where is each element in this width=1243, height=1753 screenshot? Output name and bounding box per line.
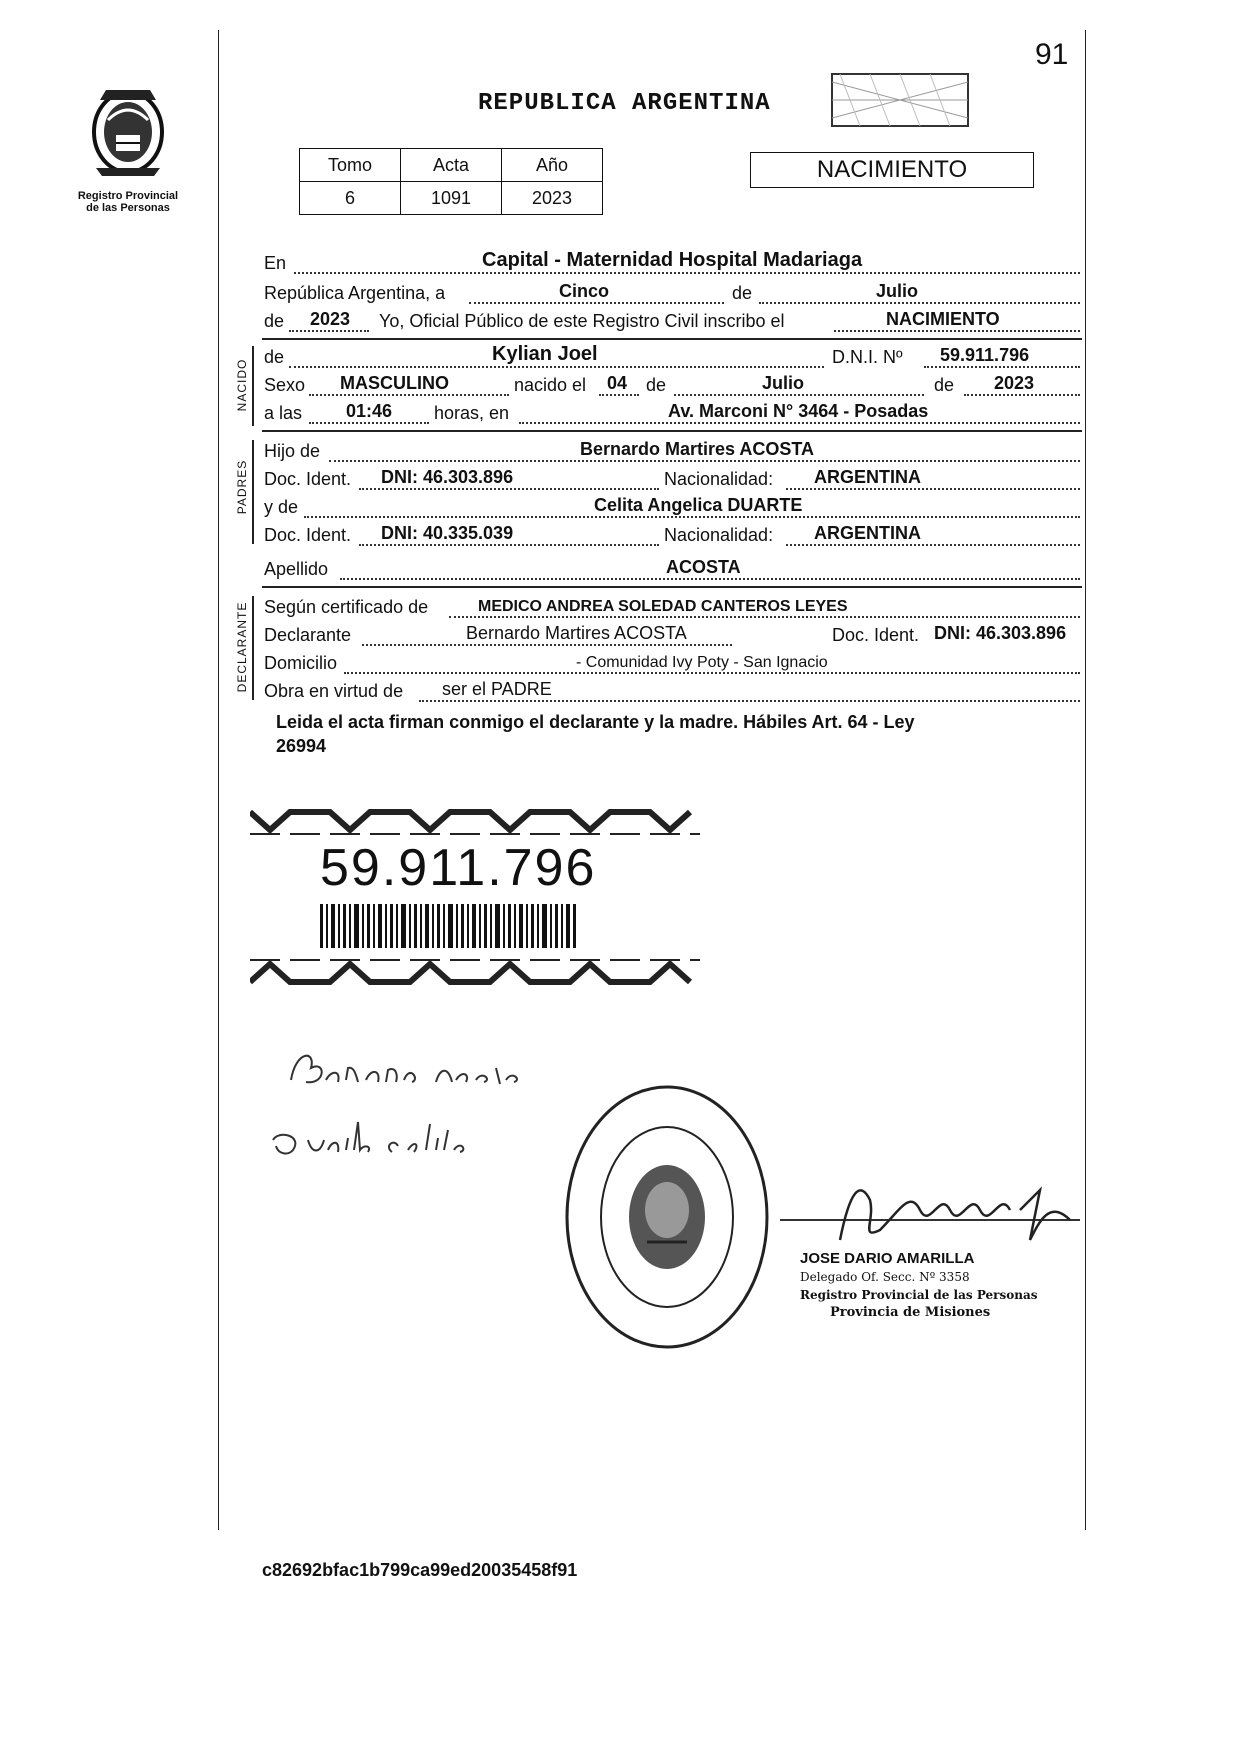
official-stamp — [800, 1250, 1100, 1322]
label-dni: D.N.I. Nº — [832, 347, 903, 367]
document-title: REPUBLICA ARGENTINA — [478, 90, 771, 117]
dotted-fill — [329, 460, 1080, 462]
value-lugar-nac: Av. Marconi N° 3464 - Posadas — [668, 401, 929, 421]
row-apellido — [264, 556, 1080, 582]
value-lugar: Capital - Maternidad Hospital Madariaga — [482, 249, 863, 271]
dotted-fill — [786, 488, 1080, 490]
label-certificado: Según certificado de — [264, 597, 429, 617]
coat-of-arms-icon — [78, 80, 178, 180]
dotted-fill — [289, 330, 369, 332]
legal-text-line-1: Leida el acta firman conmigo el declarante y la madre. Hábiles Art. 64 - Ley — [276, 712, 915, 732]
logo-caption-line-1: Registro Provincial — [77, 190, 179, 202]
row-hijo-de — [264, 438, 1080, 464]
label-sexo: Sexo — [264, 375, 306, 395]
left-margin-line — [218, 30, 219, 1530]
value-dni: 59.911.796 — [940, 345, 1030, 365]
value-tipo: NACIMIENTO — [886, 309, 1000, 329]
dotted-fill — [674, 394, 924, 396]
section-bar-nacido — [252, 346, 254, 426]
value-apellido: ACOSTA — [666, 557, 741, 577]
dni-big-number: 59.911.796 — [320, 839, 597, 897]
barcode-icon — [320, 904, 580, 948]
label-nacido-el: nacido el — [514, 375, 587, 395]
row-en — [264, 250, 1080, 276]
decorative-border-icon — [250, 952, 700, 992]
label-de: de — [646, 375, 667, 395]
row-declarante — [264, 622, 1080, 648]
dotted-fill — [786, 544, 1080, 546]
label-oficial: Yo, Oficial Público de este Registro Civil inscribo el — [379, 311, 785, 331]
value-nac-anio: 2023 — [994, 373, 1035, 393]
value-nac-mes: Julio — [762, 373, 805, 393]
security-stamp — [830, 72, 970, 128]
dotted-fill — [519, 422, 1080, 424]
row-nombre — [264, 344, 1080, 370]
label-de: de — [732, 283, 753, 303]
value-hora: 01:46 — [346, 401, 393, 421]
dotted-fill — [309, 422, 429, 424]
label-de: de — [264, 347, 285, 367]
value-obra: ser el PADRE — [442, 679, 552, 699]
label-doc-ident: Doc. Ident. — [264, 469, 352, 489]
dotted-fill — [759, 302, 1080, 304]
dotted-fill — [359, 544, 659, 546]
label-doc-ident: Doc. Ident. — [264, 525, 352, 545]
value-certificado: MEDICO ANDREA SOLEDAD CANTEROS LEYES — [478, 598, 848, 615]
value-acta: 1091 — [401, 182, 502, 215]
legal-text — [276, 710, 1076, 758]
dotted-fill — [964, 394, 1080, 396]
official-line-3: Provincia de Misiones — [830, 1305, 991, 1320]
row-y-de — [264, 494, 1080, 520]
seal-icon — [562, 1082, 772, 1352]
header-tomo: Tomo — [300, 149, 401, 182]
dotted-fill — [289, 366, 824, 368]
dotted-fill — [344, 672, 1080, 674]
official-line-1: Delegado Of. Secc. Nº 3358 — [800, 1270, 970, 1284]
decorative-border-icon — [250, 800, 700, 840]
section-bar-declarante — [252, 596, 254, 700]
official-line-2: Registro Provincial de las Personas — [800, 1288, 1038, 1302]
value-declarante-doc: DNI: 46.303.896 — [934, 623, 1067, 643]
section-bar-padres — [252, 440, 254, 544]
label-y-de: y de — [264, 497, 299, 517]
dotted-fill — [419, 700, 1080, 702]
dotted-fill — [362, 644, 732, 646]
value-padre: Bernardo Martires ACOSTA — [580, 439, 815, 459]
label-a-las: a las — [264, 403, 303, 423]
value-madre-nac: ARGENTINA — [814, 523, 921, 543]
row-republica — [264, 280, 1080, 306]
label-de: de — [264, 311, 285, 331]
dotted-fill — [449, 616, 1080, 618]
label-hijo-de: Hijo de — [264, 441, 321, 461]
value-madre-doc: DNI: 40.335.039 — [381, 523, 514, 543]
value-dia: Cinco — [559, 281, 610, 301]
row-sexo — [264, 372, 1080, 398]
value-domicilio: - Comunidad Ivy Poty - San Ignacio — [576, 654, 828, 671]
logo-caption — [58, 190, 198, 214]
signature-madre — [268, 1110, 498, 1170]
row-oficial — [264, 308, 1080, 334]
value-padre-doc: DNI: 46.303.896 — [381, 467, 514, 487]
dotted-fill — [599, 394, 639, 396]
dotted-fill — [304, 516, 1080, 518]
label-en: En — [264, 253, 287, 273]
row-padre-doc — [264, 466, 1080, 492]
label-obra: Obra en virtud de — [264, 681, 404, 701]
section-label-declarante: DECLARANTE — [235, 601, 249, 693]
legal-text-line-2: 26994 — [276, 736, 327, 756]
act-type-box: NACIMIENTO — [750, 152, 1034, 188]
label-nacionalidad: Nacionalidad: — [664, 469, 774, 489]
province-logo — [78, 80, 178, 180]
row-domicilio — [264, 650, 1080, 676]
page-number: 91 — [1035, 38, 1069, 71]
dotted-fill — [469, 302, 724, 304]
row-certificado — [264, 594, 1080, 620]
section-label-padres: PADRES — [235, 459, 249, 515]
logo-caption-line-2: de las Personas — [86, 202, 170, 214]
seal-text-inner — [562, 1082, 563, 1083]
value-anio: 2023 — [310, 309, 351, 329]
row-madre-doc — [264, 522, 1080, 548]
value-nac-dia: 04 — [607, 373, 628, 393]
label-apellido: Apellido — [264, 559, 329, 579]
official-name: JOSE DARIO AMARILLA — [800, 1250, 975, 1267]
dotted-fill — [834, 330, 1080, 332]
label-republica: República Argentina, a — [264, 283, 446, 303]
label-declarante: Declarante — [264, 625, 352, 645]
label-nacionalidad: Nacionalidad: — [664, 525, 774, 545]
label-domicilio: Domicilio — [264, 653, 338, 673]
value-madre: Celita Angelica DUARTE — [594, 495, 803, 515]
dotted-fill — [294, 272, 1080, 274]
document-hash: c82692bfac1b799ca99ed20035458f91 — [262, 1560, 578, 1580]
official-signature — [780, 1180, 1100, 1260]
value-padre-nac: ARGENTINA — [814, 467, 921, 487]
signature-padre — [286, 1040, 546, 1100]
value-nombre: Kylian Joel — [492, 343, 598, 365]
value-declarante: Bernardo Martires ACOSTA — [466, 623, 687, 643]
value-anio: 2023 — [502, 182, 603, 215]
dni-stamp — [250, 800, 700, 990]
row-obra — [264, 678, 1080, 704]
section-label-nacido: NACIDO — [235, 358, 249, 412]
dotted-fill — [309, 394, 509, 396]
section-divider — [262, 338, 1082, 340]
header-acta: Acta — [401, 149, 502, 182]
value-mes: Julio — [876, 281, 919, 301]
value-tomo: 6 — [300, 182, 401, 215]
section-divider — [262, 586, 1082, 588]
row-hora — [264, 400, 1080, 426]
label-horas-en: horas, en — [434, 403, 510, 423]
label-declarante-doc: Doc. Ident. — [832, 625, 920, 645]
value-sexo: MASCULINO — [340, 373, 449, 393]
official-seal — [562, 1082, 772, 1352]
acta-table — [299, 148, 603, 215]
section-divider — [262, 430, 1082, 432]
dotted-fill — [924, 366, 1080, 368]
label-de: de — [934, 375, 955, 395]
dotted-fill — [340, 578, 1080, 580]
dotted-fill — [359, 488, 659, 490]
header-anio: Año — [502, 149, 603, 182]
